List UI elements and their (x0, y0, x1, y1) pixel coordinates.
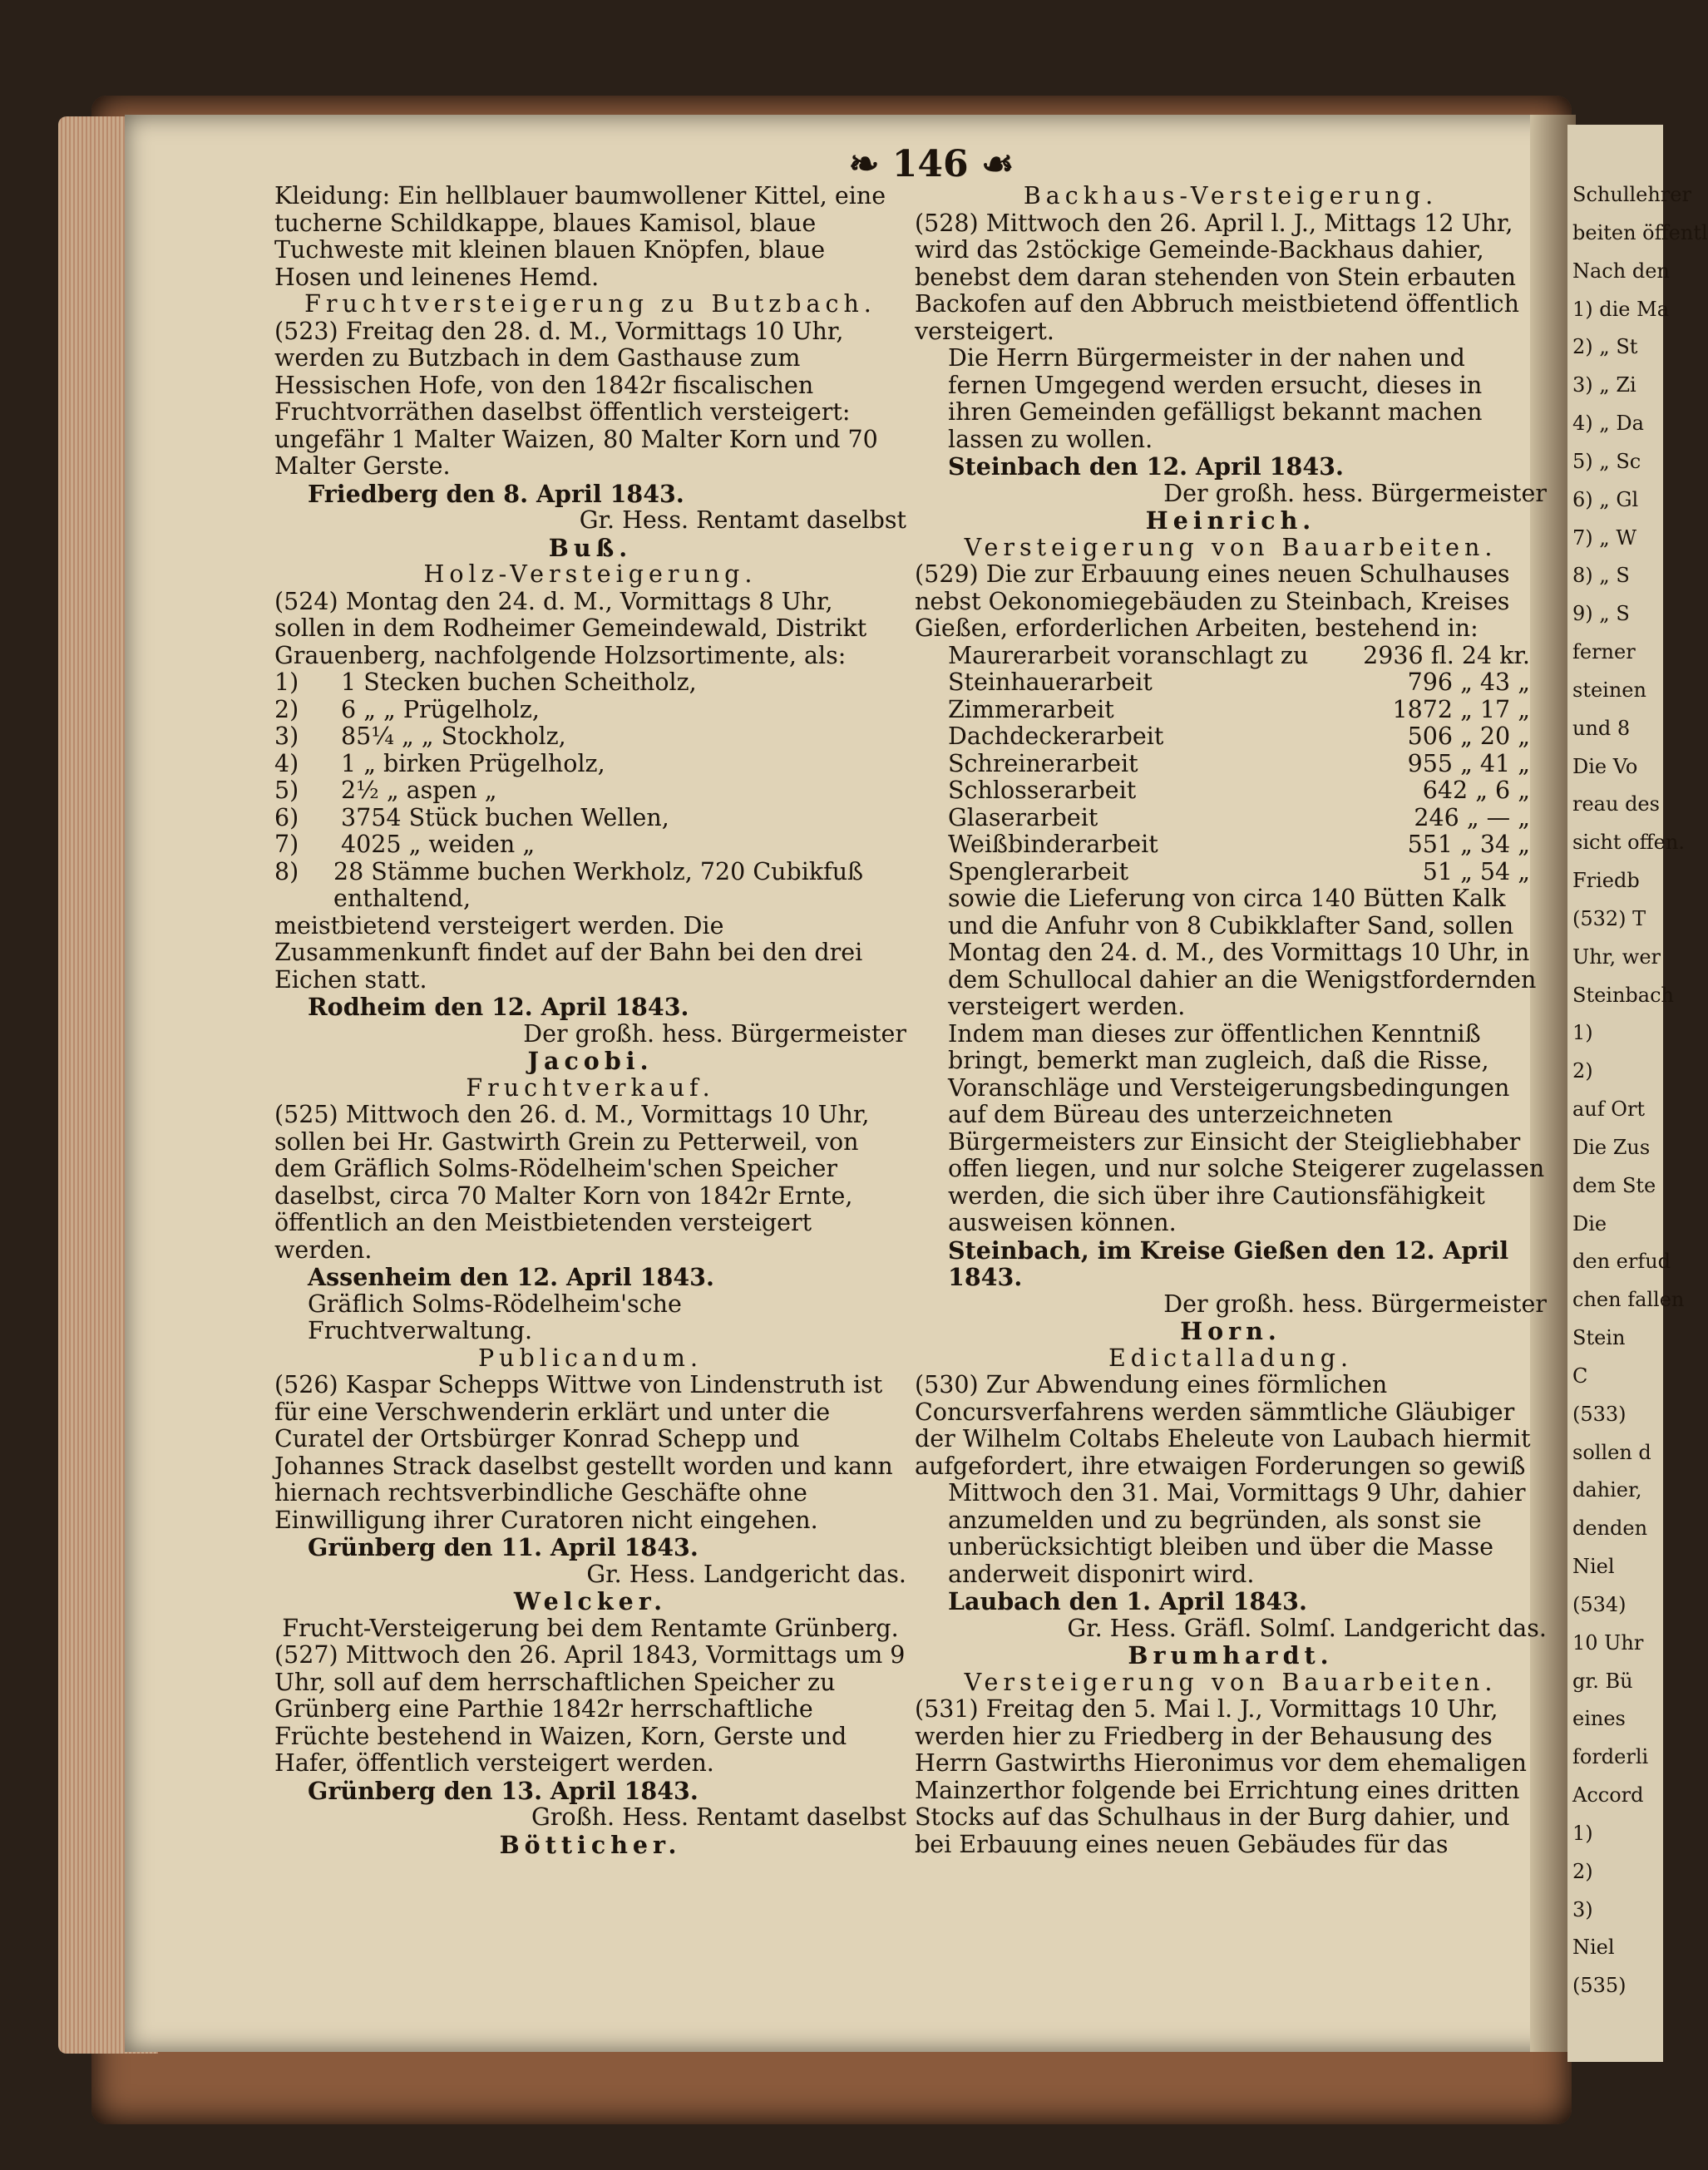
signature-523-b: Buß. (548, 533, 633, 562)
notice-524-cont: meistbietend versteigert werden. Die Zusammenkunft findet auf der Bahn bei den drei Eichen statt. (274, 911, 863, 994)
notice-527: (527) Mittwoch den 26. April 1843, Vormittags um 9 Uhr, soll auf dem herrschaftlichen Speicher zu Grünberg eine Parthie 1842r herrschaftliche Früchte bestehend in Waizen, Korn, Gerste und Hafer, öffentlich versteigert werden. (274, 1641, 906, 1777)
next-page-line: Steinbach (1572, 983, 1674, 1007)
table-row: Maurerarbeit voranschlagt zu 2936 fl. 24 kr. (948, 641, 1530, 669)
heading-523: Fruchtversteigerung zu Butzbach. (304, 290, 876, 318)
notice-530: (530) Zur Abwendung eines förmlichen Concursverfahrens werden sämmtliche Gläubiger der Wilhelm Coltabs Eheleute von Laubach hiermit aufgefordert, ihre etwaigen Forderungen so gewiß (915, 1371, 1531, 1480)
next-page-line: dahier, (1572, 1478, 1642, 1502)
signature-524-b: Jacobi. (527, 1047, 654, 1075)
next-page-line: 7) „ W (1572, 525, 1636, 550)
list-item: 5) 2½ „ aspen „ (274, 777, 497, 804)
next-page-line: 4) „ Da (1572, 412, 1644, 435)
next-page-line: beiten öffentl (1572, 220, 1708, 244)
next-page-line: 2) (1572, 1059, 1593, 1083)
table-row: Steinhauerarbeit 796 „ 43 „ (948, 668, 1530, 696)
next-page-line: 9) „ S (1572, 602, 1630, 626)
notice-529: (529) Die zur Erbauung eines neuen Schulhauses nebst Oekonomiegebäuden zu Steinbach, Kreises Gießen, erforderlichen Arbeiten, bestehend in: (915, 560, 1510, 642)
signature-527-a: Großh. Hess. Rentamt daselbst (531, 1803, 906, 1831)
signature-530-a: Gr. Hess. Gräfl. Solmſ. Landgericht das. (1067, 1614, 1547, 1642)
dateline-528: Steinbach den 12. April 1843. (948, 452, 1344, 481)
signature-523-a: Gr. Hess. Rentamt daselbst (579, 506, 906, 534)
dateline-529: Steinbach, im Kreise Gießen den 12. April 1843. (948, 1235, 1509, 1291)
next-page-line: C (1572, 1364, 1588, 1388)
heading-529: Versteigerung von Bauarbeiten. (964, 533, 1498, 561)
next-page-line: sollen d (1572, 1440, 1651, 1464)
dateline-526: Grünberg den 11. April 1843. (308, 1533, 699, 1561)
dateline-527: Grünberg den 13. April 1843. (308, 1776, 699, 1805)
next-page-line: auf Ort (1572, 1097, 1646, 1121)
next-page-line: Uhr, wer (1572, 944, 1661, 969)
next-page-line: 1) (1572, 1821, 1593, 1845)
signature-529-b: Horn. (1180, 1317, 1281, 1345)
list-item: 8) 28 Stämme buchen Werkholz, 720 Cubikfuß enthaltend, (274, 857, 864, 912)
heading-528: Backhaus-Versteigerung. (1023, 182, 1439, 210)
right-column (915, 183, 1547, 1858)
notice-531: (531) Freitag den 5. Mai l. J., Vormittags 10 Uhr, werden hier zu Friedberg in der Behausung des Herrn Gastwirths Hieronimus vor dem ehemaligen Mainzerthor folgende bei Errichtung eines dritten Stocks auf das Schulhaus in der Burg dahier, und bei Erbauung eines neuen Gebäudes für das (915, 1695, 1527, 1858)
next-page-line: und 8 (1572, 716, 1631, 740)
next-page-line: forderli (1572, 1745, 1649, 1769)
next-page-line: gr. Bü (1572, 1669, 1633, 1693)
next-page-line: Stein (1572, 1326, 1626, 1349)
wood-list (274, 669, 906, 913)
next-page-line: chen fallen (1572, 1288, 1685, 1312)
next-page-line: Niel (1572, 1555, 1615, 1578)
next-page-line: 2) (1572, 1859, 1593, 1883)
heading-531: Versteigerung von Bauarbeiten. (964, 1668, 1498, 1696)
next-page-line: (532) T (1572, 906, 1646, 930)
next-page-line: denden (1572, 1517, 1648, 1541)
next-page-line: (533) (1572, 1402, 1627, 1426)
next-page-line: 3) „ Zi (1572, 373, 1636, 397)
heading-524: Holz-Versteigerung. (423, 560, 758, 588)
dateline-524: Rodheim den 12. April 1843. (308, 993, 689, 1021)
left-column (274, 183, 906, 1858)
next-page-line: Die (1572, 1211, 1607, 1235)
table-row: Dachdeckerarbeit 506 „ 20 „ (948, 723, 1530, 750)
signature-530-b: Brumhardt. (1128, 1641, 1334, 1669)
cost-table (915, 643, 1547, 886)
next-page-line: den erfud (1572, 1250, 1671, 1274)
notice-530-cont: Mittwoch den 31. Mai, Vormittags 9 Uhr, dahier anzumelden und zu begründen, als sonst sie unberücksichtigt bleiben und über die Masse anderweit disponirt wird. (948, 1479, 1526, 1588)
list-item: 6) 3754 Stück buchen Wellen, (274, 803, 669, 831)
list-item: 2) 6 „ „ Prügelholz, (274, 695, 540, 723)
page-header (823, 143, 1039, 185)
ornament-left-icon: ❧ (848, 143, 880, 185)
next-page-line: Accord (1572, 1783, 1644, 1807)
notice-529-cont: sowie die Lieferung von circa 140 Bütten Kalk und die Anfuhr von 8 Cubikklafter Sand, sollen Montag den 24. d. M., des Vormittags 10 Uhr, in dem Schullocal dahier an die Wenigstfordernden versteigert werden. (948, 885, 1537, 1020)
next-page-line: eines (1572, 1707, 1626, 1731)
next-page-line: 1) die Ma (1572, 297, 1670, 321)
next-page-line: Nach den (1572, 259, 1670, 283)
next-page-line: 3) (1572, 1897, 1593, 1921)
ornament-right-icon: ☙ (980, 143, 1014, 185)
list-item: 4) 1 „ birken Prügelholz, (274, 749, 605, 777)
notice-524: (524) Montag den 24. d. M., Vormittags 8 Uhr, sollen in dem Rodheimer Gemeindewald, Distrikt Grauenberg, nachfolgende Holzsortimente, als: (274, 587, 867, 669)
next-page-line: Schullehrer (1572, 183, 1691, 206)
table-row: Schlosserarbeit 642 „ 6 „ (948, 777, 1530, 804)
next-page-line: 1) (1572, 1021, 1593, 1045)
next-page-line: 10 Uhr (1572, 1630, 1644, 1655)
signature-526-b: Welcker. (513, 1587, 668, 1615)
notice-kleidung: Kleidung: Ein hellblauer baumwollener Kittel, eine tucherne Schildkappe, blaues Kamisol, blaue Tuchweste mit kleinen blauen Knöpfen, blaue Hosen und leinenes Hemd. (274, 182, 886, 291)
signature-526-a: Gr. Hess. Landgericht das. (586, 1560, 906, 1588)
next-page-line: (534) (1572, 1592, 1627, 1616)
next-page-line: reau des (1572, 792, 1660, 816)
next-page-line: Friedb (1572, 869, 1640, 892)
notice-529-cont2: Indem man dieses zur öffentlichen Kenntniß bringt, bemerkt man zugleich, daß die Risse, Voranschläge und Versteigerungsbedingungen auf dem Büreau des unterzeichneten Bürgermeisters zur Einsicht der Steigliebhaber offen liegen, und nur solche Steigerer zugelassen werden, die sich über ihre Cautionsfähigkeit ausweisen können. (948, 1019, 1545, 1236)
next-page-line: 2) „ St (1572, 335, 1638, 359)
next-page-line: ferner (1572, 640, 1636, 663)
dateline-523: Friedberg den 8. April 1843. (308, 479, 684, 508)
signature-525: Gräflich Solms-Rödelheim'sche Fruchtverwaltung. (308, 1290, 682, 1344)
heading-525: Fruchtverkauf. (466, 1073, 715, 1102)
signature-529-a: Der großh. hess. Bürgermeister (1163, 1290, 1547, 1318)
heading-527: Frucht-Versteigerung bei dem Rentamte Grünberg. (282, 1614, 899, 1642)
signature-528-b: Heinrich. (1145, 506, 1316, 535)
notice-523: (523) Freitag den 28. d. M., Vormittags 10 Uhr, werden zu Butzbach in dem Gasthause zum Hessischen Hofe, von den 1842r fiscalischen Fruchtvorräthen daselbst öffentlich versteigert: ungefähr 1 Malter Waizen, 80 Malter Korn und 70 Malter Gerste. (274, 317, 878, 480)
heading-530: Edictalladung. (1108, 1344, 1354, 1372)
signature-528-a: Der großh. hess. Bürgermeister (1163, 479, 1547, 507)
table-row: Glaserarbeit 246 „ — „ (948, 803, 1530, 831)
next-page-fragment (1567, 125, 1708, 2062)
next-page-line: 5) „ Sc (1572, 449, 1641, 473)
list-item: 3) 85¼ „ „ Stockholz, (274, 723, 566, 750)
table-row: Schreinerarbeit 955 „ 41 „ (948, 749, 1530, 777)
notice-528: (528) Mittwoch den 26. April l. J., Mittags 12 Uhr, wird das 2stöckige Gemeinde-Backhaus dahier, benebst dem daran stehenden von Stein erbauten Backofen auf den Abbruch meistbietend öffentlich versteigert. (915, 209, 1519, 345)
next-page-line: dem Ste (1572, 1173, 1656, 1197)
next-page-line: Niel (1572, 1936, 1615, 1960)
notice-525: (525) Mittwoch den 26. d. M., Vormittags 10 Uhr, sollen bei Hr. Gastwirth Grein zu Petterweil, von dem Gräflich Solms-Rödelheim'schen Speicher daselbst, circa 70 Malter Korn von 1842r Ernte, öffentlich an den Meistbietenden versteigert werden. (274, 1101, 870, 1264)
table-row: Spenglerarbeit 51 „ 54 „ (948, 857, 1530, 885)
next-page-line: sicht offen. (1572, 831, 1685, 855)
next-page-line: 8) „ S (1572, 564, 1630, 588)
next-page-line: steinen (1572, 678, 1646, 702)
page-number: 146 (891, 143, 969, 185)
signature-524-a: Der großh. hess. Bürgermeister (523, 1019, 906, 1048)
signature-527-b: Bötticher. (499, 1830, 682, 1859)
next-page-line: 6) „ Gl (1572, 487, 1639, 511)
dateline-530: Laubach den 1. April 1843. (948, 1587, 1307, 1615)
list-item: 1) 1 Stecken buchen Scheitholz, (274, 668, 697, 696)
notice-526: (526) Kaspar Schepps Wittwe von Lindenstruth ist für eine Verschwenderin erklärt und unter die Curatel der Ortsbürger Konrad Schepp und Johannes Strack daselbst gestellt worden und kann hiernach rechtsverbindliche Geschäfte ohne Einwilligung ihrer Curatoren nicht eingehen. (274, 1371, 893, 1534)
list-item: 7) 4025 „ weiden „ (274, 831, 536, 858)
table-row: Weißbinderarbeit 551 „ 34 „ (948, 831, 1530, 858)
next-page-line: (535) (1572, 1974, 1627, 1998)
heading-526: Publicandum. (478, 1344, 703, 1372)
notice-528-cont: Die Herrn Bürgermeister in der nahen und fernen Umgegend werden ersucht, dieses in ihren Gemeinden gefälligst bekannt machen lassen zu wollen. (948, 344, 1483, 453)
next-page-line: Die Vo (1572, 754, 1638, 778)
next-page-line: Die Zus (1572, 1135, 1651, 1159)
dateline-525: Assenheim den 12. April 1843. (308, 1263, 714, 1291)
table-row: Zimmerarbeit 1872 „ 17 „ (948, 695, 1530, 723)
